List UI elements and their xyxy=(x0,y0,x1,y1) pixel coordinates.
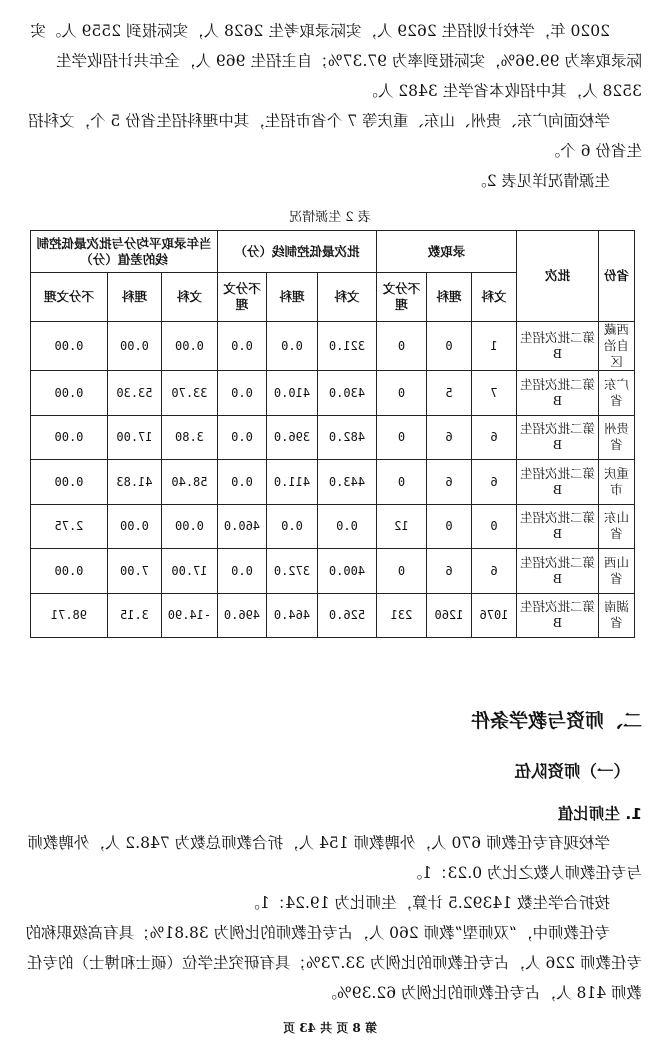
cell-diff-science: 0.00 xyxy=(107,504,161,549)
subheader-unsplit: 不分文理 xyxy=(30,273,107,322)
cell-batch: 第二批次招生 B xyxy=(517,460,599,505)
subheader-unsplit: 不分文理 xyxy=(217,273,266,322)
faculty-paragraph-ratio: 按折合学生数 14392.5 计算，生师比为 19.24：1。 xyxy=(244,894,610,912)
cell-diff-science: 7.00 xyxy=(107,549,161,594)
cell-line-arts: 400.0 xyxy=(318,549,377,594)
cell-diff-science: 3.15 xyxy=(107,593,161,638)
cell-line-arts: 430.0 xyxy=(318,371,377,416)
table-row xyxy=(30,593,634,638)
intro-paragraph-enrollment: 2020 年，学校计划招生 2629 人，实际录取考生 2628 人，实际报到 2559 人。实际录取率为 99.96%，实际报到率为 97.37%；自主招生 969 人，全年共计招收学生 3528 人，其中招收本省学生 3482 人。 xyxy=(30,22,642,100)
cell-batch: 第二批次招生 B xyxy=(517,371,599,416)
cell-diff-arts: 17.00 xyxy=(161,549,217,594)
source-table xyxy=(30,230,635,638)
subheader-arts: 文科 xyxy=(161,273,217,322)
cell-admitted-arts: 6 xyxy=(472,460,517,505)
subheader-arts: 文科 xyxy=(472,273,517,322)
cell-batch: 第二批次招生 B xyxy=(517,415,599,460)
cell-diff-unsplit: 0.00 xyxy=(30,322,107,371)
cell-admitted-arts: 1 xyxy=(472,322,517,371)
header-batch: 批次 xyxy=(517,231,599,322)
cell-line-arts: 0.0 xyxy=(318,504,377,549)
cell-admitted-unsplit: 0 xyxy=(377,549,427,594)
cell-line-unsplit: 0.0 xyxy=(217,415,266,460)
cell-diff-unsplit: 0.00 xyxy=(30,460,107,505)
cell-admitted-arts: 6 xyxy=(472,549,517,594)
cell-line-science: 410.0 xyxy=(267,371,318,416)
header-admitted: 录取数 xyxy=(377,231,517,273)
cell-admitted-unsplit: 0 xyxy=(377,415,427,460)
cell-diff-science: 53.30 xyxy=(107,371,161,416)
cell-line-science: 0.0 xyxy=(267,504,318,549)
table-row xyxy=(30,415,634,460)
cell-admitted-unsplit: 0 xyxy=(377,371,427,416)
header-control-line: 批次最低控制线（分） xyxy=(217,231,376,273)
subheader-science: 理科 xyxy=(267,273,318,322)
table-row xyxy=(30,322,634,371)
cell-line-science: 411.0 xyxy=(267,460,318,505)
cell-admitted-unsplit: 12 xyxy=(377,504,427,549)
cell-line-arts: 321.0 xyxy=(318,322,377,371)
cell-province: 山东省 xyxy=(599,504,635,549)
cell-diff-arts: 0.00 xyxy=(161,322,217,371)
subsection-heading-faculty: （一）师资队伍 xyxy=(514,762,630,781)
intro-paragraph-provinces: 学校面向广东、贵州、山东、重庆等 7 个省市招生，其中理科招生省份 5 个，文科招生省份 6 个。 xyxy=(28,112,642,160)
cell-diff-unsplit: 0.00 xyxy=(30,371,107,416)
cell-diff-arts: -14.90 xyxy=(161,593,217,638)
cell-diff-science: 17.00 xyxy=(107,415,161,460)
header-province: 省份 xyxy=(599,231,635,322)
faculty-paragraph-qualifications: 专任教师中，“双师型”教师 260 人，占专任教师的比例为 38.81%；具有高级职称的专任教师 226 人，占专任教师的比例为 33.73%；具有研究生学位（硕士和博士）的专任教师 418 人，占专任教师的比例为 62.39%。 xyxy=(25,924,642,1002)
cell-admitted-unsplit: 0 xyxy=(377,322,427,371)
cell-province: 山西省 xyxy=(599,549,635,594)
cell-province: 贵州省 xyxy=(599,415,635,460)
subheader-science: 理科 xyxy=(107,273,161,322)
cell-line-science: 0.0 xyxy=(267,322,318,371)
page-footer: 第 8 页 共 43 页 xyxy=(283,1021,377,1035)
cell-province: 西藏自治区 xyxy=(599,322,635,371)
cell-line-unsplit: 0.0 xyxy=(217,549,266,594)
cell-batch: 第二批次招生 B xyxy=(517,504,599,549)
subheader-unsplit: 不分文理 xyxy=(377,273,427,322)
cell-province: 广东省 xyxy=(599,371,635,416)
cell-admitted-arts: 1076 xyxy=(472,593,517,638)
cell-admitted-science: 6 xyxy=(427,415,472,460)
cell-admitted-arts: 0 xyxy=(472,504,517,549)
subheader-science: 理科 xyxy=(427,273,472,322)
cell-line-arts: 443.0 xyxy=(318,460,377,505)
table-caption: 表 2 生源情况 xyxy=(289,210,371,225)
cell-diff-unsplit: 0.00 xyxy=(30,415,107,460)
cell-diff-arts: 3.80 xyxy=(161,415,217,460)
cell-batch: 第二批次招生 B xyxy=(517,322,599,371)
intro-paragraph-table-ref: 生源情况详见表 2。 xyxy=(471,172,610,190)
table-row xyxy=(30,460,634,505)
cell-line-unsplit: 0.0 xyxy=(217,322,266,371)
cell-diff-unsplit: 0.00 xyxy=(30,549,107,594)
section-heading-faculty-conditions: 二、师资与教学条件 xyxy=(470,710,642,732)
cell-batch: 第二批次招生 B xyxy=(517,593,599,638)
cell-admitted-science: 0 xyxy=(427,322,472,371)
table-row xyxy=(30,371,634,416)
cell-admitted-science: 6 xyxy=(427,549,472,594)
cell-diff-arts: 58.40 xyxy=(161,460,217,505)
cell-admitted-science: 0 xyxy=(427,504,472,549)
cell-diff-arts: 33.70 xyxy=(161,371,217,416)
cell-line-arts: 526.0 xyxy=(318,593,377,638)
cell-line-science: 396.0 xyxy=(267,415,318,460)
cell-batch: 第二批次招生 B xyxy=(517,549,599,594)
table-row xyxy=(30,504,634,549)
header-score-diff: 当年录取平均分与批次最低控制线的差值（分） xyxy=(30,231,217,273)
cell-diff-unsplit: 2.75 xyxy=(30,504,107,549)
cell-admitted-science: 5 xyxy=(427,371,472,416)
faculty-paragraph-counts: 学校现有专任教师 670 人，外聘教师 154 人，折合教师总数为 748.2 人，外聘教师与专任教师人数之比为 0.23：1。 xyxy=(27,834,642,882)
cell-admitted-unsplit: 0 xyxy=(377,460,427,505)
cell-admitted-science: 6 xyxy=(427,460,472,505)
cell-diff-unsplit: 98.71 xyxy=(30,593,107,638)
cell-admitted-arts: 7 xyxy=(472,371,517,416)
cell-admitted-science: 1260 xyxy=(427,593,472,638)
cell-province: 重庆市 xyxy=(599,460,635,505)
cell-line-science: 372.0 xyxy=(267,549,318,594)
cell-admitted-arts: 6 xyxy=(472,415,517,460)
cell-line-unsplit: 496.0 xyxy=(217,593,266,638)
cell-diff-arts: 0.00 xyxy=(161,504,217,549)
cell-line-science: 464.0 xyxy=(267,593,318,638)
cell-line-arts: 482.0 xyxy=(318,415,377,460)
cell-admitted-unsplit: 231 xyxy=(377,593,427,638)
cell-province: 湖南省 xyxy=(599,593,635,638)
cell-diff-science: 0.00 xyxy=(107,322,161,371)
table-row xyxy=(30,549,634,594)
item-heading-ratio: 1. 生师比值 xyxy=(557,805,642,823)
subheader-arts: 文科 xyxy=(318,273,377,322)
cell-line-unsplit: 0.0 xyxy=(217,460,266,505)
cell-diff-science: 41.83 xyxy=(107,460,161,505)
table-header-row xyxy=(30,231,634,273)
cell-line-unsplit: 0.0 xyxy=(217,371,266,416)
cell-line-unsplit: 460.0 xyxy=(217,504,266,549)
